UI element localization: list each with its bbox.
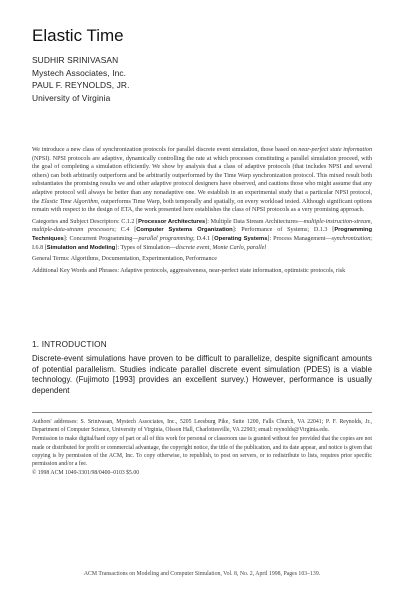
footnote-addresses: Authors' addresses: S. Srinivasan, Mystech Associates, Inc., 5205 Leesburg Pike, Suite 1200, Falls Church, VA 22041; P. F. Reynolds, Jr., Department of Computer Science, University of Virginia, Olsson Hall, Charlottesville, VA 22903; email: reynolds@Virginia.edu.	[32, 419, 372, 434]
abstract-term-npsi: near-perfect state information	[298, 147, 372, 153]
author-name-1: SUDHIR SRINIVASAN	[32, 55, 119, 65]
categories-segment: Programming Techniques	[32, 227, 372, 242]
footnote-permission: Permission to make digital/hard copy of part or all of this work for personal or classroom use is granted without fee provided that the copies are not made or distributed for profit or commercial advantage, the copyright notice, the title of the publication, and its date appear, and notice is given that copying is by permission of the ACM, Inc. To copy otherwise, to republish, to post on servers, or to redistribute to lists, requires prior specific permission and/or a fee.	[32, 436, 372, 468]
paper-title: Elastic Time	[32, 26, 124, 45]
abstract	[32, 146, 372, 275]
abstract-term-eta: Elastic Time Algorithm	[41, 198, 98, 205]
footnote-copyright: © 1998 ACM 1049-3301/98/0400–0103 $5.00	[32, 470, 140, 477]
journal-footer: ACM Transactions on Modeling and Computer Simulation, Vol. 8, No. 2, April 1998, Pages 103–139.	[83, 571, 321, 577]
section-heading: 1. INTRODUCTION	[32, 340, 107, 349]
categories-segment: Computer Systems Organization	[136, 227, 233, 234]
author-affiliation-1: Mystech Associates, Inc.	[32, 67, 127, 78]
categories-segment: ]: Performance of Systems; D.1.3 [	[232, 227, 335, 234]
categories-segment: multiple-instruction-stream, multiple-data-stream processors	[32, 218, 372, 234]
abstract-text-b: (NPSI). NPSI protocols are adaptive, dynamically controlling the rate at which processes constituting a parallel simulation proceed, with the goal of completing a simulation efficiently. We show by analysis that a class of adaptive protocols (that includes NPSI and several others) can both arbitrarily outperform and be arbitrarily outperformed by the Time Warp synchronization protocol. This mixed result both substantiates the promising results we and other adaptive protocol designers have observed, and cautions those who might assume that any adaptive protocol will always be better than any nonadaptive one. We establish in an experimental study that a particular NPSI protocol, the	[32, 155, 372, 205]
key-words: Additional Key Words and Phrases: Adaptive protocols, aggressiveness, near-perfect state information, optimistic protocols, risk	[32, 267, 346, 274]
author-block	[32, 54, 130, 104]
abstract-paragraph	[32, 146, 372, 215]
author-affiliation-2: University of Virginia	[32, 92, 111, 103]
general-terms: General Terms: Algorithms, Documentation, Experimentation, Performance	[32, 256, 217, 263]
categories-segment: ; D.4.1 [	[192, 235, 215, 242]
categories-segment: ]: Concurrent Programming—	[63, 235, 139, 242]
author-name-2: PAUL F. REYNOLDS, JR.	[32, 80, 130, 90]
categories-segment: Categories and Subject Descriptors: C.1.2 [	[32, 218, 139, 225]
categories-segment: ]: Multiple Data Stream Architectures—	[205, 218, 304, 225]
categories-segment: ]: Process Management—	[267, 235, 332, 242]
categories-segment: discrete event, Monte Carlo, parallel	[175, 244, 267, 251]
abstract-text-c: , outperforms Time Warp, both temporally and spatially, on every workload tested. Although significant options remain with respect to the design of ETA, the work presented here establishes the class of NPSI protocols as a very promising approach.	[32, 198, 373, 214]
categories-segment: Operating Systems	[214, 235, 268, 242]
footnote-block	[32, 418, 372, 477]
categories-segment: Processor Architectures	[138, 218, 206, 225]
categories-segment: parallel programming	[138, 235, 193, 242]
categories-segment: synchronization	[331, 235, 371, 242]
categories-segment: ; C.4 [	[114, 227, 137, 234]
intro-paragraph: Discrete-event simulations have proven to be difficult to parallelize, despite significant amounts of potential parallelism. Studies indicate parallel discrete event simulation (PDES) is a viable technology. (Fujimoto [1993] provides an excellent survey.) However, performance is usually dependent	[32, 354, 372, 395]
categories-segment: ; I.6.8 [	[32, 235, 372, 251]
categories-descriptors	[32, 218, 372, 252]
section-body	[32, 354, 372, 396]
abstract-text-a: We introduce a new class of synchronization protocols for parallel discrete event simulation, those based on	[32, 147, 299, 153]
categories-segment: Simulation and Modeling	[46, 244, 116, 251]
categories-segment: ]: Types of Simulation—	[115, 244, 176, 251]
footnote-divider	[32, 412, 372, 413]
